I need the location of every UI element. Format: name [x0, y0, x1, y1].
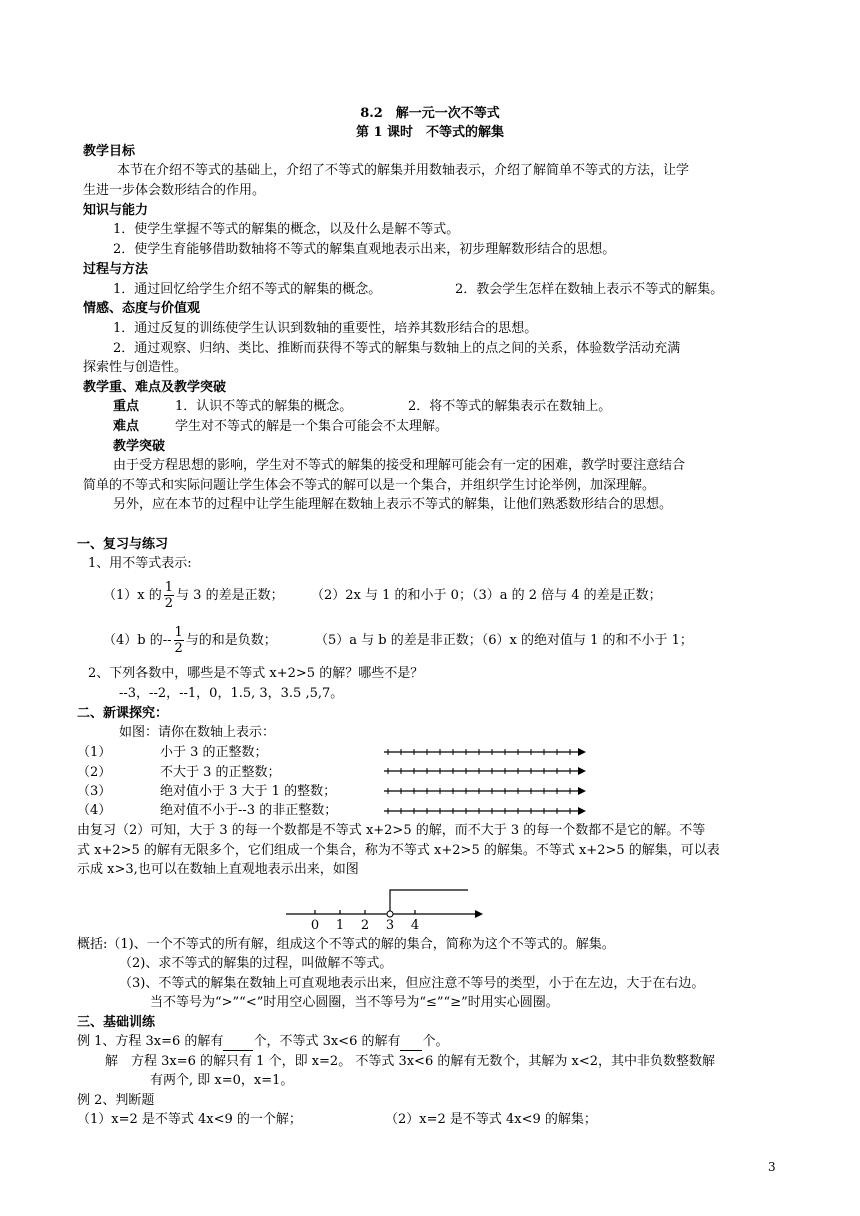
lesson-title: 8.2 解一元一次不等式 — [360, 106, 500, 121]
example-1 — [77, 1032, 448, 1051]
review-items-5-6: （5）a 与 b 的差是非正数；（6）x 的绝对值与 1 的和不小于 1； — [315, 633, 693, 648]
summary-line: 概括:（1)、一个不等式的所有解，组成这个不等式的解的集合，简称为这个不等式的。解集。 — [77, 937, 615, 952]
blank-number-line — [384, 767, 586, 775]
axis-tick-label: 3 — [385, 918, 395, 933]
blank-number-lines — [380, 742, 590, 826]
explore-item-num: （4） — [77, 803, 112, 818]
tupo-line: 由于受方程思想的影响，学生对不等式的解集的接受和理解可能会有一定的困难，教学时要注意结合 — [113, 458, 686, 473]
review-q2-numbers: --3，--2，--1，0，1.5, 3，3.5 ,5,7。 — [119, 686, 344, 701]
example-1-part: 个，不等式 3x<6 的解有 — [253, 1034, 401, 1049]
review-q1: 1、用不等式表示: — [88, 556, 192, 571]
page-number: 3 — [768, 1160, 776, 1174]
tupo-line: 另外，应在本节的过程中让学生能理解在数轴上表示不等式的解集，让他们熟悉数形结合的思想。 — [113, 497, 673, 512]
review-item-4-post: 与的和是负数； — [185, 633, 277, 648]
example-2: 例 2、判断题 — [77, 1093, 155, 1108]
process-item-2: 2．教会学生怎样在数轴上表示不等式的解集。 — [455, 282, 724, 297]
axis-tick-label: 2 — [360, 918, 370, 933]
knowledge-item: 1．使学生掌握不等式的解集的概念，以及什么是解不等式。 — [113, 222, 460, 237]
blank-number-line — [384, 787, 586, 795]
summary-line: （3)、不等式的解集在数轴上可直观地表示出来，但应注意不等号的类型，小于在左边，大于在右边。 — [119, 976, 705, 991]
blank-number-line — [384, 748, 586, 756]
axis-labels — [311, 918, 419, 933]
process-heading: 过程与方法 — [83, 262, 149, 277]
explore-item-text: 小于 3 的正整数； — [160, 745, 268, 760]
solution-set-bracket — [390, 890, 468, 911]
emotion-line: 2．通过观察、归纳、类比、推断而获得不等式的解集与数轴上的点之间的关系，体验数学活动充满 — [113, 341, 681, 356]
explore-item-text: 绝对值小于 3 大于 1 的整数； — [160, 784, 337, 799]
emotion-line: 探索性与创造性。 — [83, 360, 188, 375]
example-1-part: 例 1、方程 3x=6 的解有 — [77, 1034, 224, 1049]
example-1-part: 个。 — [422, 1034, 449, 1049]
explore-intro: 如图：请你在数轴上表示： — [119, 725, 276, 740]
tupo-line: 简单的不等式和实际问题让学生体会不等式的解可以是一个集合，并组织学生讨论举例，加深理解。 — [83, 478, 656, 493]
solution-line: 解 方程 3x=6 的解只有 1 个，即 x=2。 不等式 3x<6 的解有无数个，其解为 x<2，其中非负数整数解 — [105, 1054, 715, 1069]
explore-item-num: （1） — [77, 745, 112, 760]
axis-arrow — [475, 910, 483, 918]
goals-heading: 教学目标 — [83, 144, 136, 159]
review-items-2-3: （2）2x 与 1 的和小于 0；（3）a 的 2 倍与 4 的差是正数； — [311, 588, 662, 603]
review-q2: 2、下列各数中，哪些是不等式 x+2>5 的解？哪些不是？ — [88, 666, 424, 681]
review-row-2 — [103, 622, 277, 660]
blank-number-line — [384, 807, 586, 815]
explore-item-text: 不大于 3 的正整数； — [160, 765, 281, 780]
tupo-heading: 教学突破 — [113, 439, 166, 454]
review-row-1 — [103, 577, 284, 615]
axis-tick-label: 4 — [410, 918, 420, 933]
knowledge-heading: 知识与能力 — [83, 203, 149, 218]
review-heading: 一、复习与练习 — [77, 537, 169, 552]
explore-paragraph: 示成 x>3,也可以在数轴上直观地表示出来，如图 — [77, 862, 359, 877]
zhongdian-item-2: 2．将不等式的解集表示在数轴上。 — [408, 399, 612, 414]
axis-tick-label: 0 — [310, 918, 320, 933]
fraction-half: $\frac{1}{2}$ — [174, 625, 183, 656]
basic-heading: 三、基础训练 — [77, 1015, 156, 1030]
answer-blank[interactable] — [400, 1036, 422, 1051]
explore-paragraph: 由复习（2）可知，大于 3 的每一个数都是不等式 x+2>5 的解，而不大于 3 的每一个数都不是它的解。不等 — [77, 823, 706, 838]
key-points-heading: 教学重、难点及教学突破 — [83, 380, 227, 395]
emotion-heading: 情感、态度与价值观 — [83, 301, 201, 316]
judge-item-2: （2）x=2 是不等式 4x<9 的解集； — [385, 1112, 597, 1127]
zhongdian-label: 重点 — [113, 399, 140, 414]
fraction-half: $\frac{1}{2}$ — [164, 580, 174, 611]
goals-paragraph-line1: 本节在介绍不等式的基础上，介绍了不等式的解集并用数轴表示，介绍了解简单不等式的方法，让学 — [117, 163, 690, 178]
goals-paragraph-line2: 生进一步体会数形结合的作用。 — [83, 183, 266, 198]
knowledge-item: 2．使学生育能够借助数轴将不等式的解集直观地表示出来，初步理解数形结合的思想。 — [113, 242, 616, 257]
review-item-1-pre: （1）x 的 — [103, 588, 162, 603]
emotion-line: 1．通过反复的训练使学生认识到数轴的重要性，培养其数形结合的思想。 — [113, 321, 538, 336]
lesson-subtitle: 第 1 课时 不等式的解集 — [355, 125, 505, 140]
judge-item-1: （1）x=2 是不等式 4x<9 的一个解； — [77, 1112, 302, 1127]
explore-item-num: （2） — [77, 765, 112, 780]
solution-number-line — [280, 884, 490, 934]
solution-line: 有两个, 即 x=0，x=1。 — [150, 1073, 294, 1088]
nandian-text: 学生对不等式的解是一个集合可能会不太理解。 — [175, 419, 449, 434]
explore-item-text: 绝对值不小于--3 的非正整数； — [160, 803, 338, 818]
axis-tick-label: 1 — [335, 918, 345, 933]
answer-blank[interactable] — [223, 1036, 253, 1051]
review-item-1-post: 与 3 的差是正数； — [176, 588, 284, 603]
process-item-1: 1．通过回忆给学生介绍不等式的解集的概念。 — [113, 282, 382, 297]
open-circle-marker — [387, 911, 393, 917]
summary-line: （2)、求不等式的解集的过程，叫做解不等式。 — [119, 956, 393, 971]
explore-paragraph: 式 x+2>5 的解有无限多个，它们组成一个集合，称为不等式 x+2>5 的解集。不等式 x+2>5 的解集，可以表 — [77, 843, 720, 858]
zhongdian-item-1: 1．认识不等式的解集的概念。 — [175, 399, 353, 414]
explore-heading: 二、新课探究： — [77, 706, 169, 721]
summary-line: 当不等号为“>”“<”时用空心圆圈，当不等号为“≤”“≥”时用实心圆圈。 — [150, 995, 559, 1010]
explore-item-num: （3） — [77, 784, 112, 799]
nandian-label: 难点 — [113, 419, 140, 434]
review-item-4-pre: （4）b 的-- — [103, 633, 172, 648]
